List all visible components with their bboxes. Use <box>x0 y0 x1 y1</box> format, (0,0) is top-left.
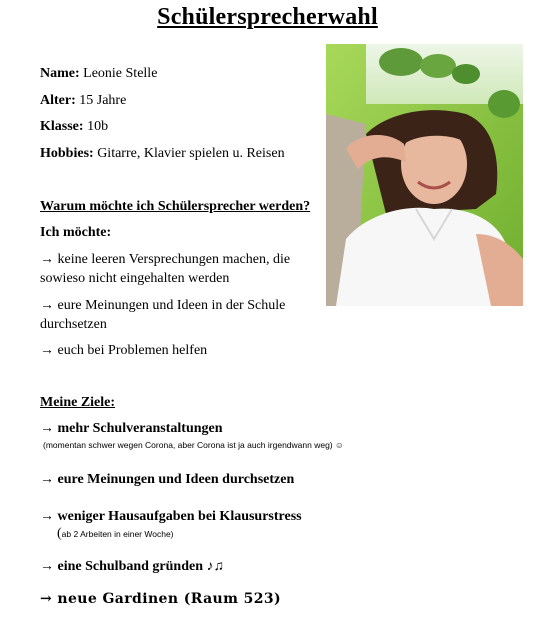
goal-item: → weniger Hausaufgaben bei Klausurstress <box>40 509 302 524</box>
hobbies-line <box>40 146 285 162</box>
candidate-photo-illustration <box>326 44 523 306</box>
class-label: Klasse: <box>40 119 84 134</box>
class-line <box>40 119 108 135</box>
name-line <box>40 66 157 82</box>
page-title: Schülersprecherwahl <box>157 4 378 30</box>
goal-note <box>57 526 174 542</box>
class-value: 10b <box>87 119 109 134</box>
age-value: 15 Jahre <box>79 93 127 108</box>
hobbies-label: Hobbies: <box>40 146 94 161</box>
why-item: → keine leeren Versprechungen machen, die sowieso nicht eingehalten werden <box>40 252 291 286</box>
goal-item: → mehr Schulveranstaltungen <box>40 421 223 436</box>
age-label: Alter: <box>40 93 76 108</box>
why-item: → eure Meinungen und Ideen in der Schule durchsetzen <box>40 298 286 332</box>
hobbies-value: Gitarre, Klavier spielen u. Reisen <box>97 146 285 161</box>
goal-item: → eure Meinungen und Ideen durchsetzen <box>40 472 295 487</box>
age-line <box>40 93 126 109</box>
goal-item: → neue Gardinen (Raum 523) <box>40 591 282 607</box>
goals-heading: Meine Ziele: <box>40 395 116 410</box>
why-item: → euch bei Problemen helfen <box>40 343 208 358</box>
why-intro: Ich möchte: <box>40 225 112 240</box>
name-label: Name: <box>40 66 80 81</box>
goal-item: → eine Schulband gründen ♪♫ <box>40 559 224 574</box>
goal-note-text: ab 2 Arbeiten in einer Woche) <box>61 529 174 539</box>
why-heading: Warum möchte ich Schülersprecher werden? <box>40 199 311 214</box>
name-value: Leonie Stelle <box>83 66 158 81</box>
goal-note-paren: ( <box>57 526 62 541</box>
candidate-photo <box>326 44 523 306</box>
goal-note: (momentan schwer wegen Corona, aber Corona ist ja auch irgendwann weg) ☺ <box>43 440 344 450</box>
